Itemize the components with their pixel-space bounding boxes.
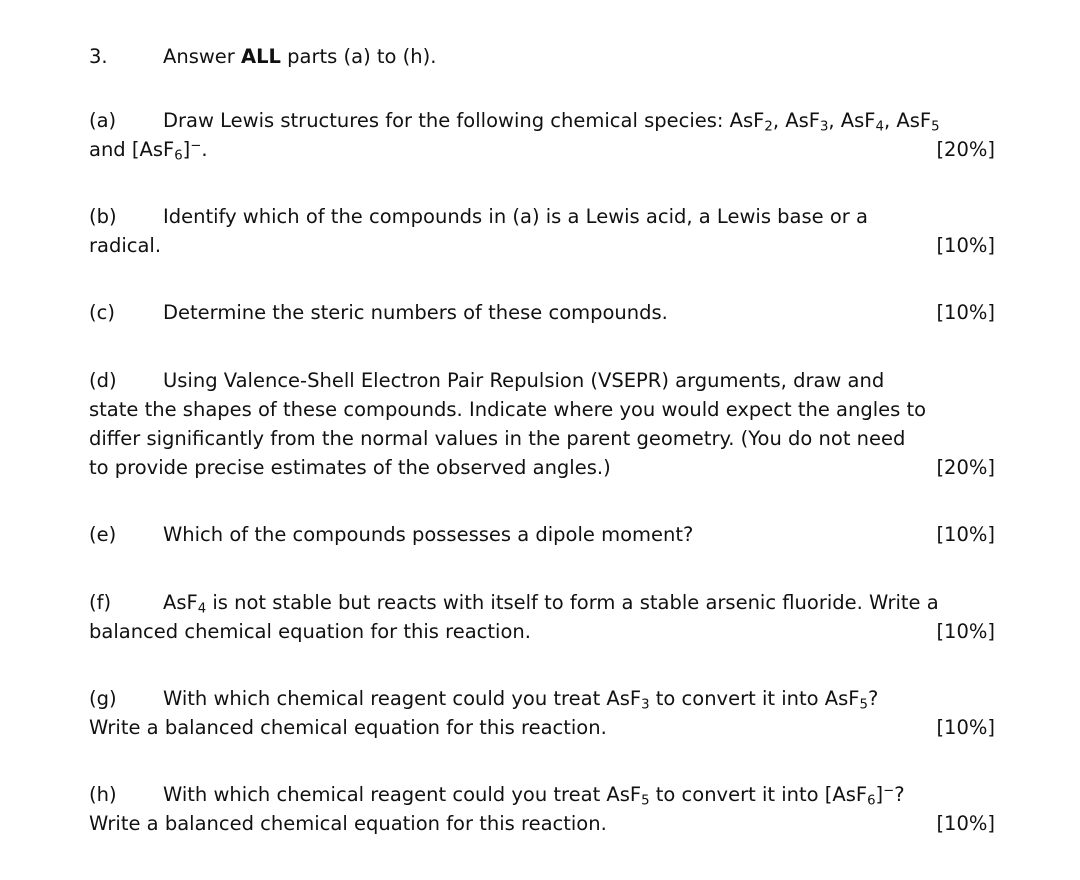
part-text: Using Valence-Shell Electron Pair Repulsion (VSEPR) arguments, draw and [163,369,885,392]
part-text: balanced chemical equation for this reaction. [89,620,531,643]
part-text: Determine the steric numbers of these compounds. [163,301,668,324]
part-text: Draw Lewis structures for the following chemical species: AsF$_2$, AsF$_3$, AsF$_4$, AsF$_5$ [163,109,940,135]
marks: [10%] [936,234,995,257]
question-header: 3. Answer ALL parts (a) to (h). [89,42,995,71]
part-label: (h) [89,783,117,806]
part-text: AsF$_4$ is not stable but reacts with itself to form a stable arsenic fluoride. Write a [163,591,939,617]
part-label: (g) [89,687,117,710]
part-text: differ significantly from the normal values in the parent geometry. (You do not need [89,427,906,450]
marks: [10%] [936,716,995,739]
part-text: Write a balanced chemical equation for this reaction. [89,812,607,835]
marks: [10%] [936,620,995,643]
part-label: (c) [89,301,115,324]
part-label: (b) [89,205,117,228]
emphasis-all: ALL [241,45,281,68]
part-label: (f) [89,591,112,614]
part-text: Which of the compounds possesses a dipole moment? [163,523,694,546]
marks: [10%] [936,812,995,835]
part-text: radical. [89,234,162,257]
question-number: 3. [89,45,108,68]
part-text: Identify which of the compounds in (a) is a Lewis acid, a Lewis base or a [163,205,868,228]
marks: [20%] [936,456,995,479]
part-text: Write a balanced chemical equation for this reaction. [89,716,607,739]
marks: [10%] [936,301,995,324]
part-text: to provide precise estimates of the observed angles.) [89,456,611,479]
part-text: With which chemical reagent could you treat AsF$_3$ to convert it into AsF$_5$? [163,687,879,713]
marks: [20%] [936,138,995,161]
marks: [10%] [936,523,995,546]
part-label: (d) [89,369,117,392]
part-text: and [AsF$_6$]−. [89,138,208,164]
part-text: With which chemical reagent could you treat AsF$_5$ to convert it into [AsF$_6$]−? [163,783,905,809]
part-label: (e) [89,523,117,546]
part-label: (a) [89,109,117,132]
part-text: state the shapes of these compounds. Indicate where you would expect the angles to [89,398,927,421]
